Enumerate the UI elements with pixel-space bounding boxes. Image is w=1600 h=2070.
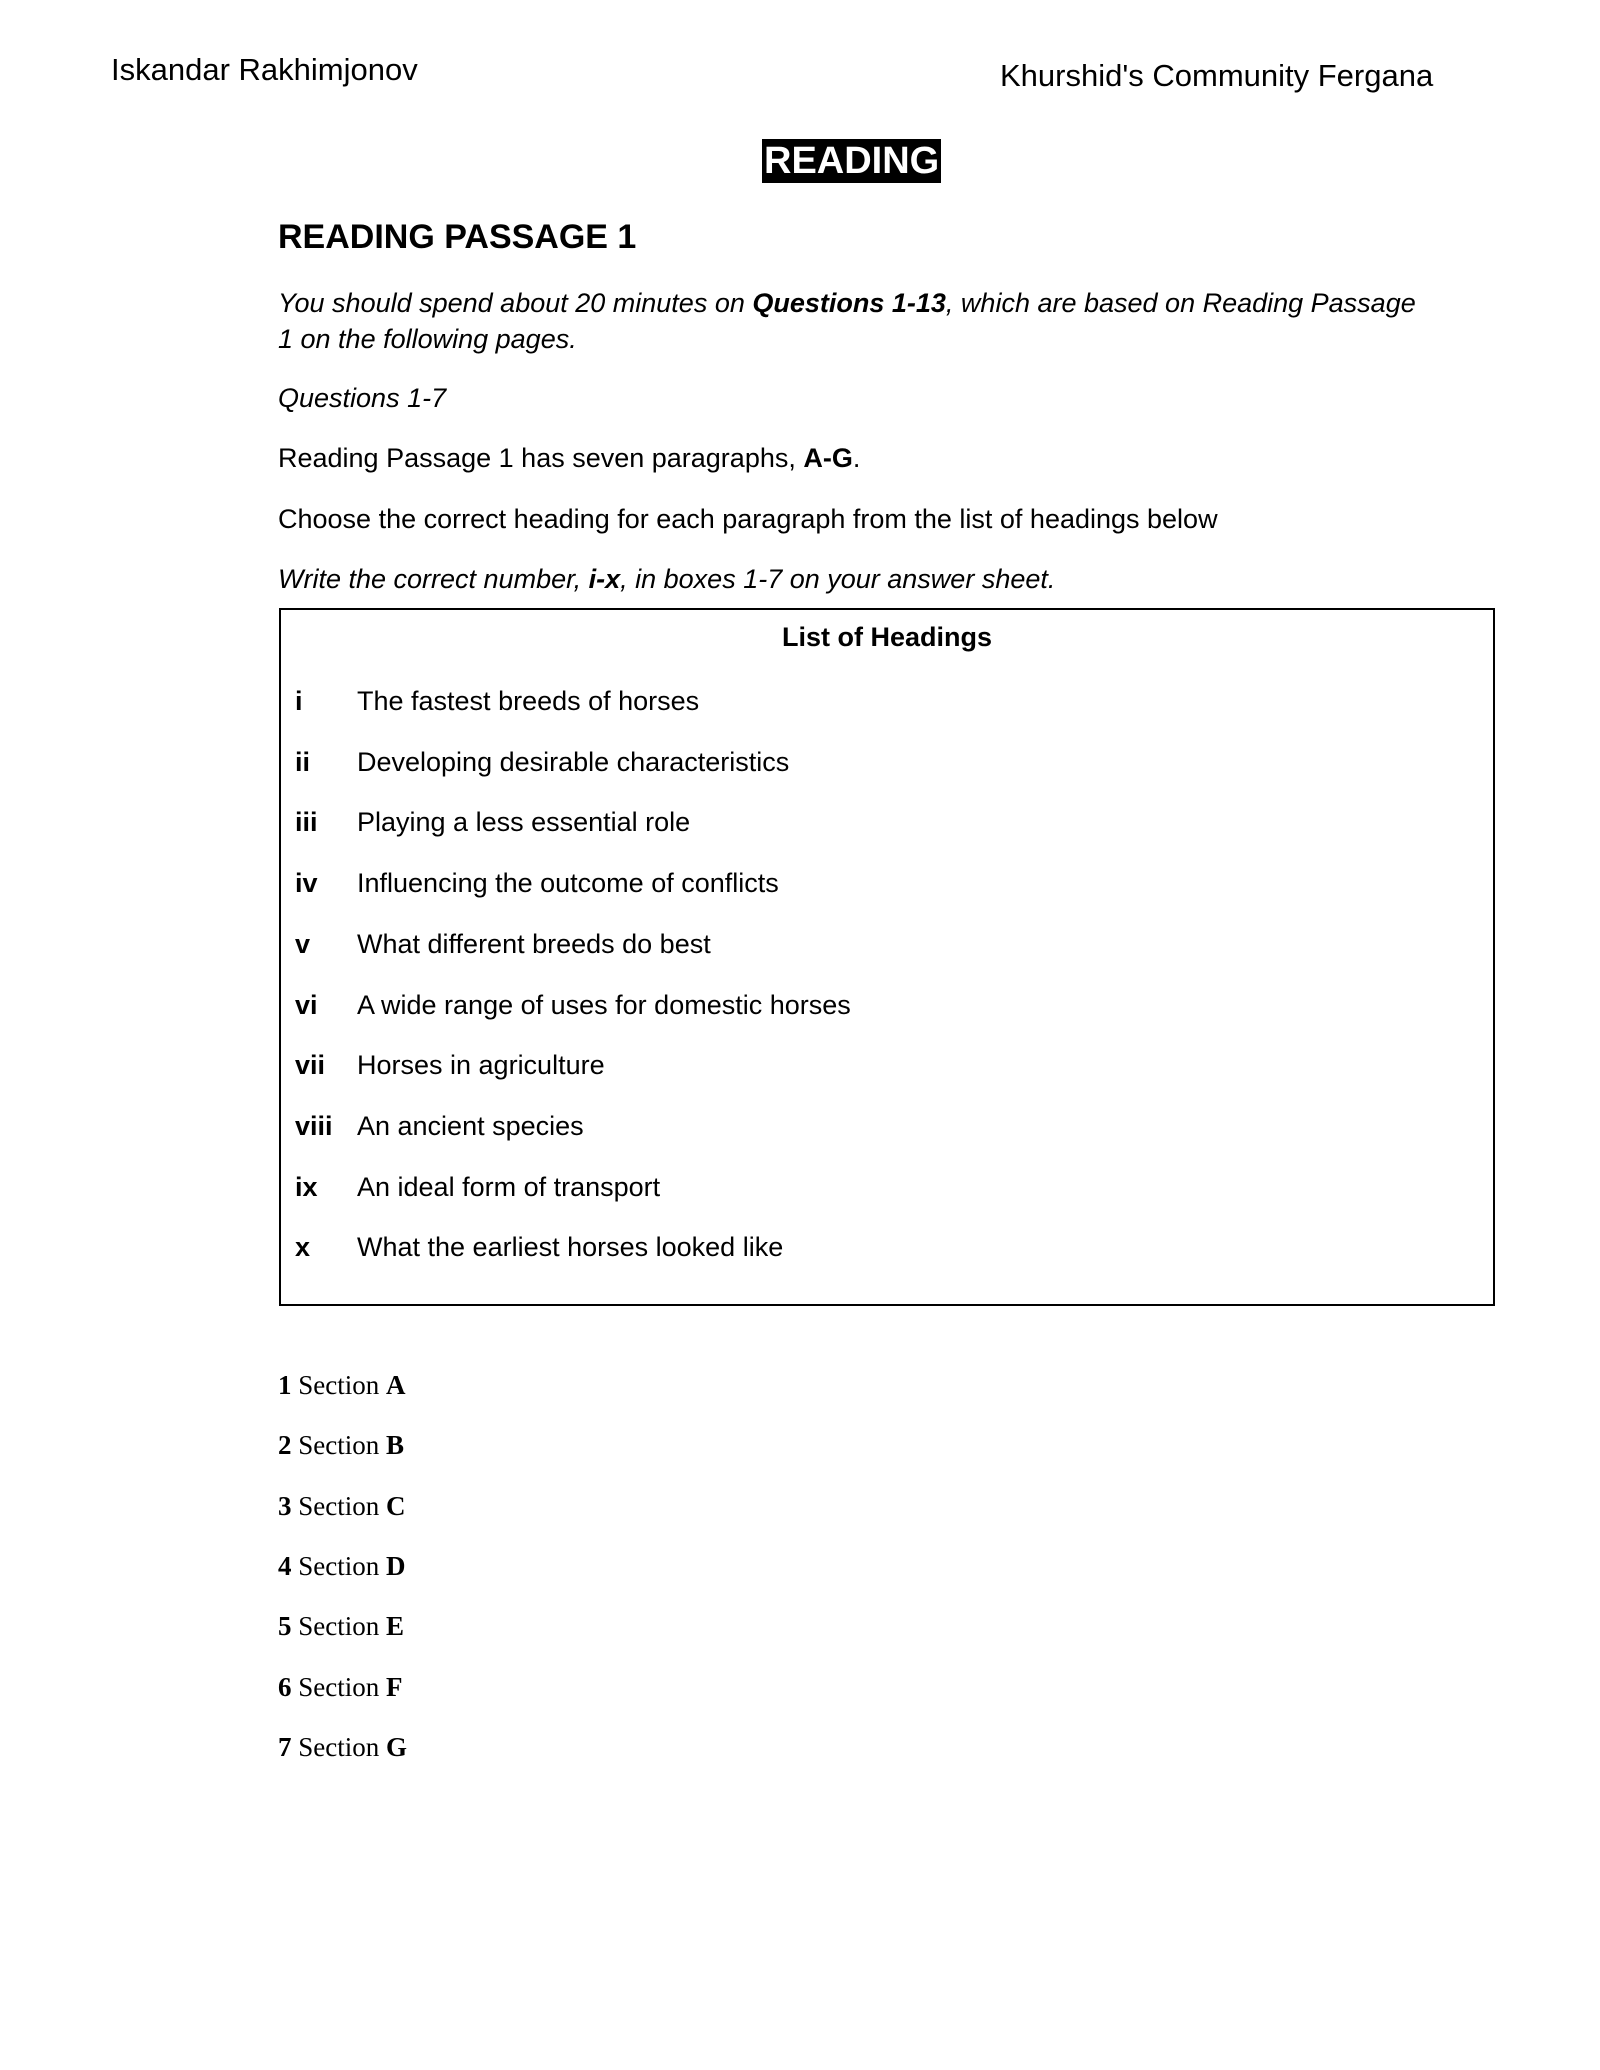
heading-item (295, 747, 789, 778)
section-question (278, 1430, 404, 1461)
paragraphs-info-range: A-G (803, 443, 853, 473)
instruction-questions: Questions 1-13 (752, 288, 946, 318)
heading-numeral: i (295, 686, 303, 716)
heading-text: An ideal form of transport (357, 1171, 661, 1202)
write-part1: Write the correct number, (278, 564, 589, 594)
section-letter: B (386, 1430, 405, 1461)
heading-item (295, 929, 711, 960)
section-word: Section (298, 1490, 380, 1521)
questions-range: Questions 1-7 (278, 383, 447, 413)
write-part2: , in boxes 1-7 on your answer sheet. (620, 564, 1056, 594)
headings-title: List of Headings (781, 622, 992, 652)
heading-numeral: iv (295, 868, 318, 899)
paragraphs-info-text: Reading Passage 1 has seven paragraphs, (278, 443, 804, 473)
section-question (278, 1551, 406, 1582)
header-author: Iskandar Rakhimjonov (111, 52, 418, 87)
section-question (278, 1370, 406, 1401)
section-word: Section (298, 1550, 380, 1581)
section-letter: A (386, 1370, 406, 1400)
heading-text: Influencing the outcome of conflicts (357, 868, 779, 899)
section-question (278, 1732, 407, 1763)
section-question (278, 1611, 404, 1642)
question-number: 5 (278, 1611, 292, 1642)
section-word: Section (298, 1611, 380, 1642)
heading-text: A wide range of uses for domestic horses (357, 989, 851, 1020)
heading-text: Developing desirable characteristics (357, 746, 790, 777)
choose-instruction: Choose the correct heading for each paragraph from the list of headings below (278, 504, 1218, 534)
section-word: Section (298, 1370, 380, 1400)
heading-item (295, 1111, 584, 1142)
question-number: 6 (278, 1671, 292, 1702)
section-word: Section (298, 1731, 380, 1762)
paragraphs-info-end: . (852, 443, 861, 473)
heading-text: Playing a less essential role (357, 807, 691, 838)
question-number: 3 (278, 1490, 292, 1521)
heading-item (295, 1050, 605, 1081)
heading-numeral: ix (295, 1171, 318, 1202)
section-letter: C (386, 1490, 406, 1521)
heading-item (295, 1172, 660, 1203)
instruction-part2: , which are based on Reading Passage 1 on the following pages. (278, 288, 1416, 354)
question-number: 7 (278, 1731, 292, 1762)
paragraphs-info (278, 443, 860, 474)
heading-text: An ancient species (357, 1110, 584, 1141)
time-instruction (278, 285, 1438, 357)
section-word: Section (298, 1671, 380, 1702)
section-letter: G (386, 1731, 408, 1762)
heading-text: Horses in agriculture (357, 1050, 605, 1081)
section-letter: E (386, 1611, 405, 1642)
heading-item (295, 807, 690, 838)
heading-text: What the earliest horses looked like (357, 1232, 784, 1263)
headings-box (279, 608, 1495, 1306)
heading-numeral: vii (295, 1050, 326, 1081)
section-question (278, 1491, 406, 1522)
instruction-part1: You should spend about 20 minutes on (278, 288, 753, 318)
heading-numeral: v (295, 928, 311, 959)
section-letter: D (386, 1550, 406, 1581)
header-community: Khurshid's Community Fergana (1000, 58, 1434, 93)
heading-numeral: x (295, 1232, 311, 1263)
heading-numeral: viii (295, 1110, 333, 1141)
question-number: 1 (278, 1370, 292, 1400)
heading-item (295, 1232, 783, 1263)
heading-text: The fastest breeds of horses (357, 686, 700, 716)
section-question (278, 1672, 403, 1703)
heading-item (295, 868, 779, 899)
heading-numeral: iii (295, 807, 318, 838)
write-instruction (278, 564, 1055, 595)
section-letter: F (386, 1671, 403, 1702)
write-range: i-x (588, 564, 621, 594)
heading-item (295, 686, 699, 717)
reading-label: READING (764, 140, 940, 182)
section-word: Section (298, 1430, 380, 1461)
heading-numeral: ii (295, 746, 311, 777)
heading-text: What different breeds do best (357, 928, 711, 959)
heading-numeral: vi (295, 989, 318, 1020)
heading-item (295, 990, 851, 1021)
passage-title: READING PASSAGE 1 (278, 218, 637, 256)
question-number: 4 (278, 1550, 292, 1581)
question-number: 2 (278, 1430, 292, 1461)
